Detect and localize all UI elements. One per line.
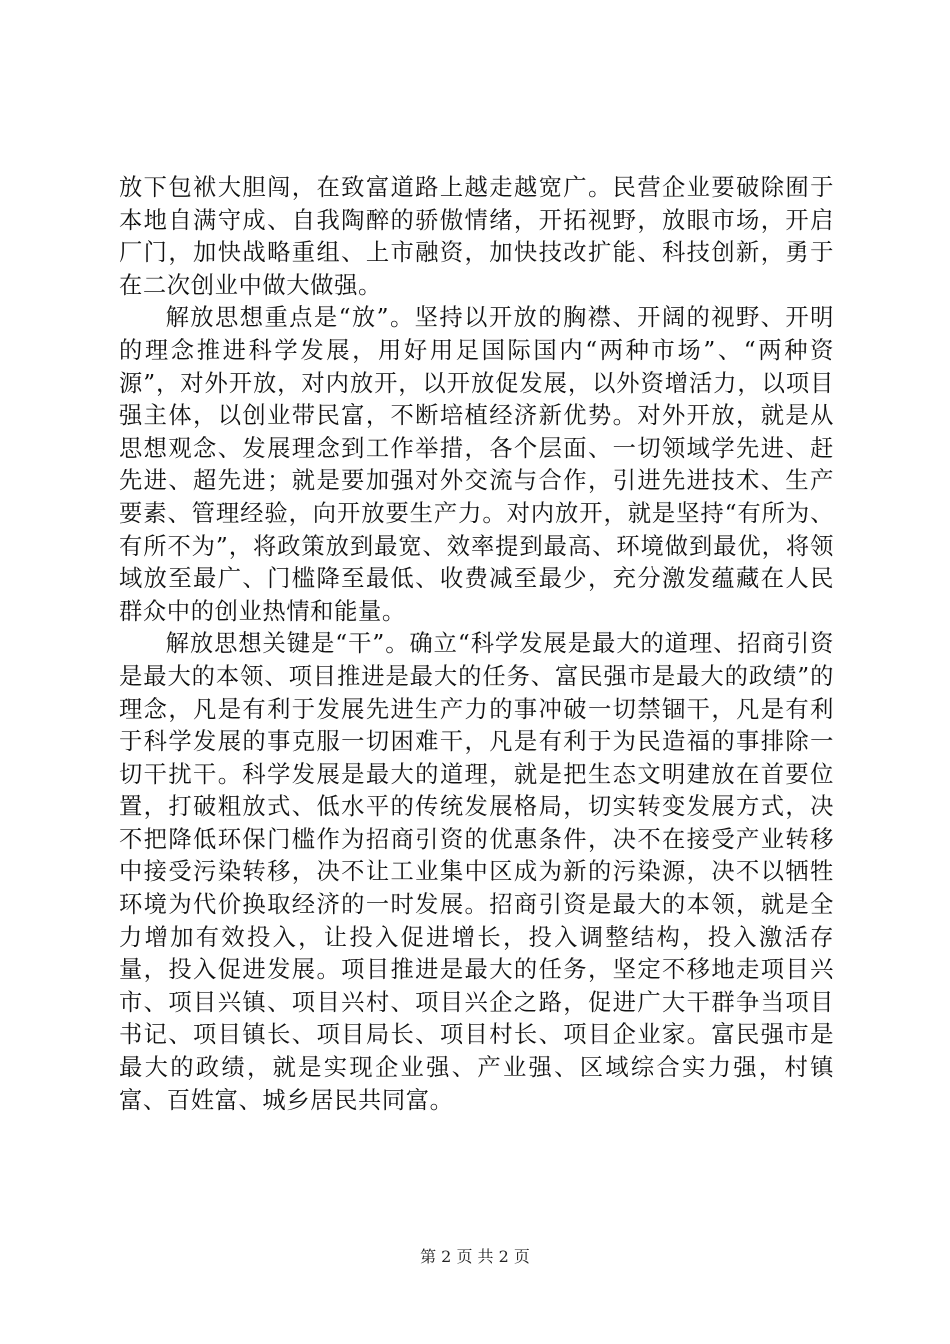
page-footer: 第 2 页 共 2 页 [420,1247,530,1266]
paragraph-openness: 解放思想重点是“放”。坚持以开放的胸襟、开阔的视野、开明的理念推进科学发展，用好用足国际国内“两种市场”、“两种资源”，对外开放，对内放开，以开放促发展，以外资增活力，以项目强主体，以创业带民富，不断培植经济新优势。对外开放，就是从思想观念、发展理念到工作举措，各个层面、一切领域学先进、赶先进、超先进；就是要加强对外交流与合作，引进先进技术、生产要素、管理经验，向开放要生产力。对内放开，就是坚持“有所为、有所不为”，将政策放到最宽、效率提到最高、环境做到最优，将领域放至最广、门槛降至最低、收费减至最少，充分激发蕴藏在人民群众中的创业热情和能量。 [119,304,834,625]
paragraph-action: 解放思想关键是“干”。确立“科学发展是最大的道理、招商引资是最大的本领、项目推进是最大的任务、富民强市是最大的政绩”的理念，凡是有利于发展先进生产力的事冲破一切禁锢干，凡是有利于科学发展的事克服一切困难干，凡是有利于为民造福的事排除一切干扰干。科学发展是最大的道理，就是把生态文明建放在首要位置，打破粗放式、低水平的传统发展格局，切实转变发展方式，决不把降低环保门槛作为招商引资的优惠条件，决不在接受产业转移中接受污染转移，决不让工业集中区成为新的污染源，决不以牺牲环境为代价换取经济的一时发展。招商引资是最大的本领，就是全力增加有效投入，让投入促进增长，投入调整结构，投入激活存量，投入促进发展。项目推进是最大的任务，坚定不移地走项目兴市、项目兴镇、项目兴村、项目兴企之路，促进广大干群争当项目书记、项目镇长、项目局长、项目村长、项目企业家。富民强市是最大的政绩，就是实现企业强、产业强、区域综合实力强，村镇富、百姓富、城乡居民共同富。 [119,630,834,1114]
document-body [119,172,834,1117]
paragraph-continuation: 放下包袱大胆闯，在致富道路上越走越宽广。民营企业要破除囿于本地自满守成、自我陶醉的骄傲情绪，开拓视野，放眼市场，开启厂门，加快战略重组、上市融资，加快技改扩能、科技创新，勇于在二次创业中做大做强。 [119,174,834,299]
